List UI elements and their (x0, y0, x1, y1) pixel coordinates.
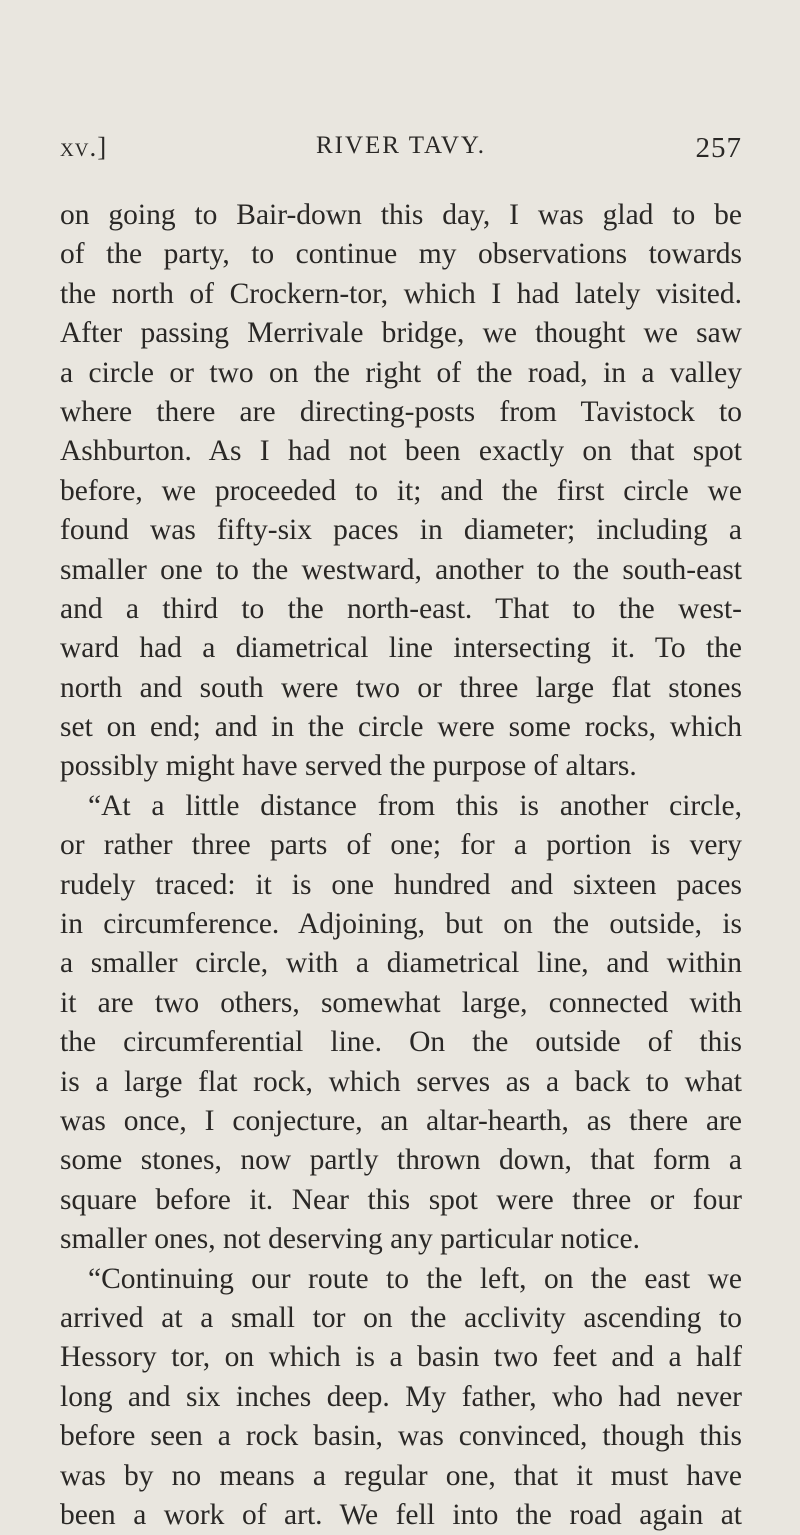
text-line: a circle or two on the right of the road, in a valley (60, 356, 742, 389)
text-line: long and six inches deep. My father, who had never (60, 1380, 742, 1413)
text-line: smaller one to the westward, another to the south-east (60, 553, 742, 586)
text-line: in circumference. Adjoining, but on the outside, is (60, 908, 742, 941)
text-line: possibly might have served the purpose of altars. (60, 750, 637, 783)
text-line: some stones, now partly thrown down, that form a (60, 1144, 742, 1177)
text-line: “At a little distance from this is another circle, (88, 789, 742, 822)
text-line: is a large flat rock, which serves as a back to what (60, 1065, 742, 1098)
text-line: was by no means a regular one, that it must have (60, 1459, 742, 1492)
text-line: it are two others, somewhat large, connected with (60, 986, 742, 1019)
text-line: north and south were two or three large flat stones (60, 671, 742, 704)
text-line: the north of Crockern-tor, which I had lately visited. (60, 277, 742, 310)
running-title: RIVER TAVY. (315, 132, 487, 159)
text-line: ward had a diametrical line intersecting it. To the (60, 632, 742, 665)
text-line: arrived at a small tor on the acclivity ascending to (60, 1301, 742, 1334)
text-line: or rather three parts of one; for a portion is very (60, 829, 742, 862)
text-line: of the party, to continue my observations towards (60, 238, 742, 271)
text-line: been a work of art. We fell into the road again at (60, 1498, 742, 1531)
text-line: “Continuing our route to the left, on the east we (88, 1262, 742, 1295)
text-line: square before it. Near this spot were three or four (60, 1183, 742, 1216)
page-number: 257 (695, 132, 742, 164)
text-line: and a third to the north-east. That to the west- (60, 592, 742, 625)
running-head (60, 132, 742, 172)
text-line: After passing Merrivale bridge, we thought we saw (60, 317, 742, 350)
text-line: rudely traced: it is one hundred and sixteen paces (60, 868, 742, 901)
text-line: the circumferential line. On the outside of this (60, 1026, 742, 1059)
body-text (60, 196, 742, 1535)
chapter-number: xv.] (60, 132, 108, 162)
text-line: where there are directing-posts from Tavistock to (60, 395, 742, 428)
text-line: Hessory tor, on which is a basin two feet and a half (60, 1341, 742, 1374)
text-line: was once, I conjecture, an altar-hearth, as there are (60, 1104, 742, 1137)
text-line: before, we proceeded to it; and the first circle we (60, 474, 742, 507)
text-line: smaller ones, not deserving any particular notice. (60, 1223, 640, 1256)
text-line: on going to Bair-down this day, I was glad to be (60, 199, 742, 231)
text-line: set on end; and in the circle were some rocks, which (60, 711, 742, 744)
text-line: before seen a rock basin, was convinced, though this (60, 1420, 742, 1453)
text-line: a smaller circle, with a diametrical line, and within (60, 947, 742, 980)
text-line: Ashburton. As I had not been exactly on that spot (60, 435, 742, 468)
text-line: found was fifty-six paces in diameter; including a (60, 514, 742, 547)
